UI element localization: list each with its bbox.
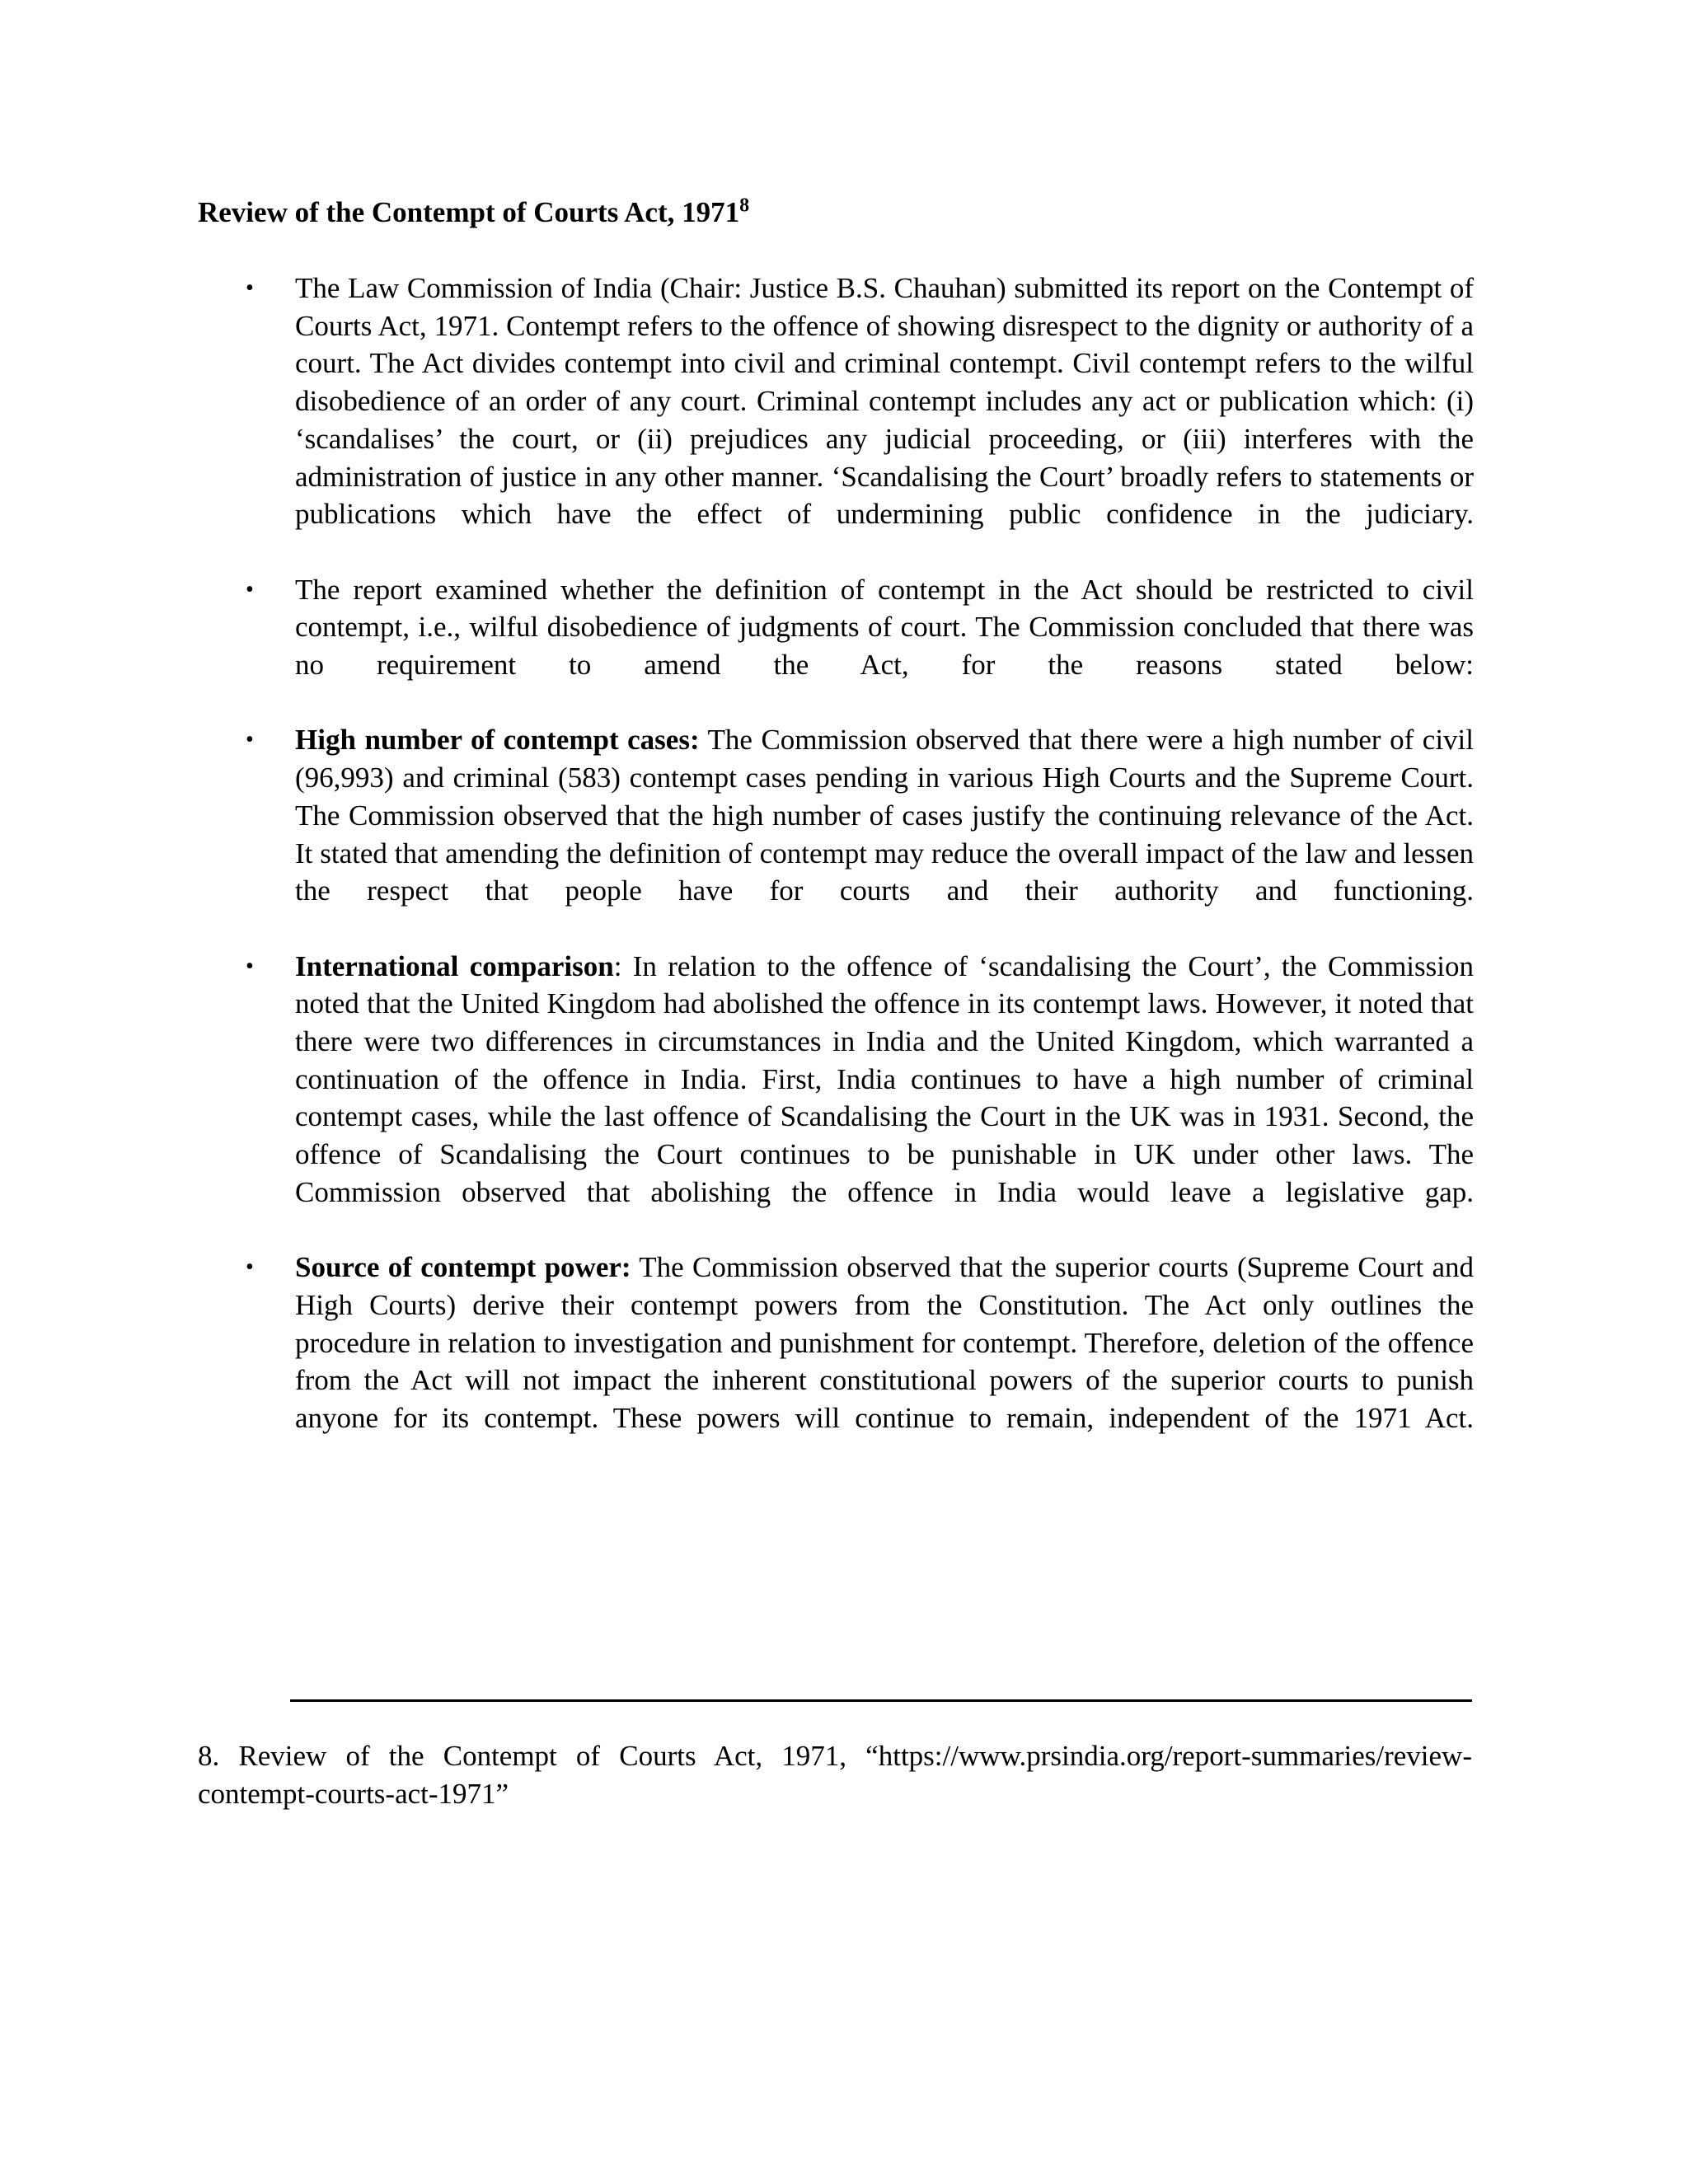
footnote-reference: 8 xyxy=(739,194,750,217)
bullet-text: The Commission observed that the superior courts (Supreme Court and High Courts) derive their contempt powers from the Constitution. The Act only outlines the procedure in relation to investigation and punishment for contempt. Therefore, deletion of the offence from the Act will not impact the inherent constitutional powers of the superior courts to punish anyone for its contempt. These powers will continue to remain, independent of the 1971 Act. xyxy=(295,1251,1474,1435)
page-title-text: Review of the Contempt of Courts Act, 1971 xyxy=(198,196,740,228)
bullet-text: The report examined whether the definition of contempt in the Act should be restricted to civil contempt, i.e., wilful disobedience of judgments of court. The Commission concluded that there was no requirement to amend the Act, for the reasons stated below: xyxy=(295,573,1474,682)
bullet-icon: • xyxy=(246,953,254,979)
footnote-divider xyxy=(290,1699,1472,1702)
bullet-list xyxy=(246,269,1474,1474)
bullet-icon: • xyxy=(246,275,254,301)
bullet-icon: • xyxy=(246,576,254,602)
bullet-item-law-commission-report xyxy=(246,269,1474,533)
bullet-icon: • xyxy=(246,1254,254,1281)
footnote: 8. Review of the Contempt of Courts Act, 1971, “https://www.prsindia.org/report-summaries/review-contempt-courts-act-1971” xyxy=(198,1740,1472,1810)
bullet-item-high-number-of-cases xyxy=(246,721,1474,910)
bullet-text: The Commission observed that there were a high number of civil (96,993) and criminal (583) contempt cases pending in various High Courts and the Supreme Court. The Commission observed that the high number of cases justify the continuing relevance of the Act. It stated that amending the definition of contempt may reduce the overall impact of the law and lessen the respect that people have for courts and their authority and functioning. xyxy=(295,724,1474,907)
page-title xyxy=(198,194,749,231)
bullet-lead: High number of contempt cases: xyxy=(295,724,700,757)
bullet-item-report-examined xyxy=(246,571,1474,684)
bullet-text: The Law Commission of India (Chair: Justice B.S. Chauhan) submitted its report on the Contempt of Courts Act, 1971. Contempt refers to the offence of showing disrespect to the dignity or authority of a court. The Act divides contempt into civil and criminal contempt. Civil contempt refers to the wilful disobedience of an order of any court. Criminal contempt includes any act or publication which: (i) ‘scandalises’ the court, or (ii) prejudices any judicial proceeding, or (iii) interferes with the administration of justice in any other manner. ‘Scandalising the Court’ broadly refers to statements or publications which have the effect of undermining public confidence in the judiciary. xyxy=(295,272,1474,531)
bullet-item-international-comparison xyxy=(246,948,1474,1212)
bullet-lead: Source of contempt power: xyxy=(295,1251,631,1284)
bullet-lead: International comparison xyxy=(295,949,614,982)
bullet-text: : In relation to the offence of ‘scandalising the Court’, the Commission noted that the United Kingdom had abolished the offence in its contempt laws. However, it noted that there were two differences in circumstances in India and the United Kingdom, which warranted a continuation of the offence in India. First, India continues to have a high number of criminal contempt cases, while the last offence of Scandalising the Court in the UK was in 1931. Second, the offence of Scandalising the Court continues to be punishable in UK under other laws. The Commission observed that abolishing the offence in India would leave a legislative gap. xyxy=(295,949,1474,1208)
bullet-item-source-of-contempt-power xyxy=(246,1249,1474,1437)
bullet-icon: • xyxy=(246,727,254,753)
